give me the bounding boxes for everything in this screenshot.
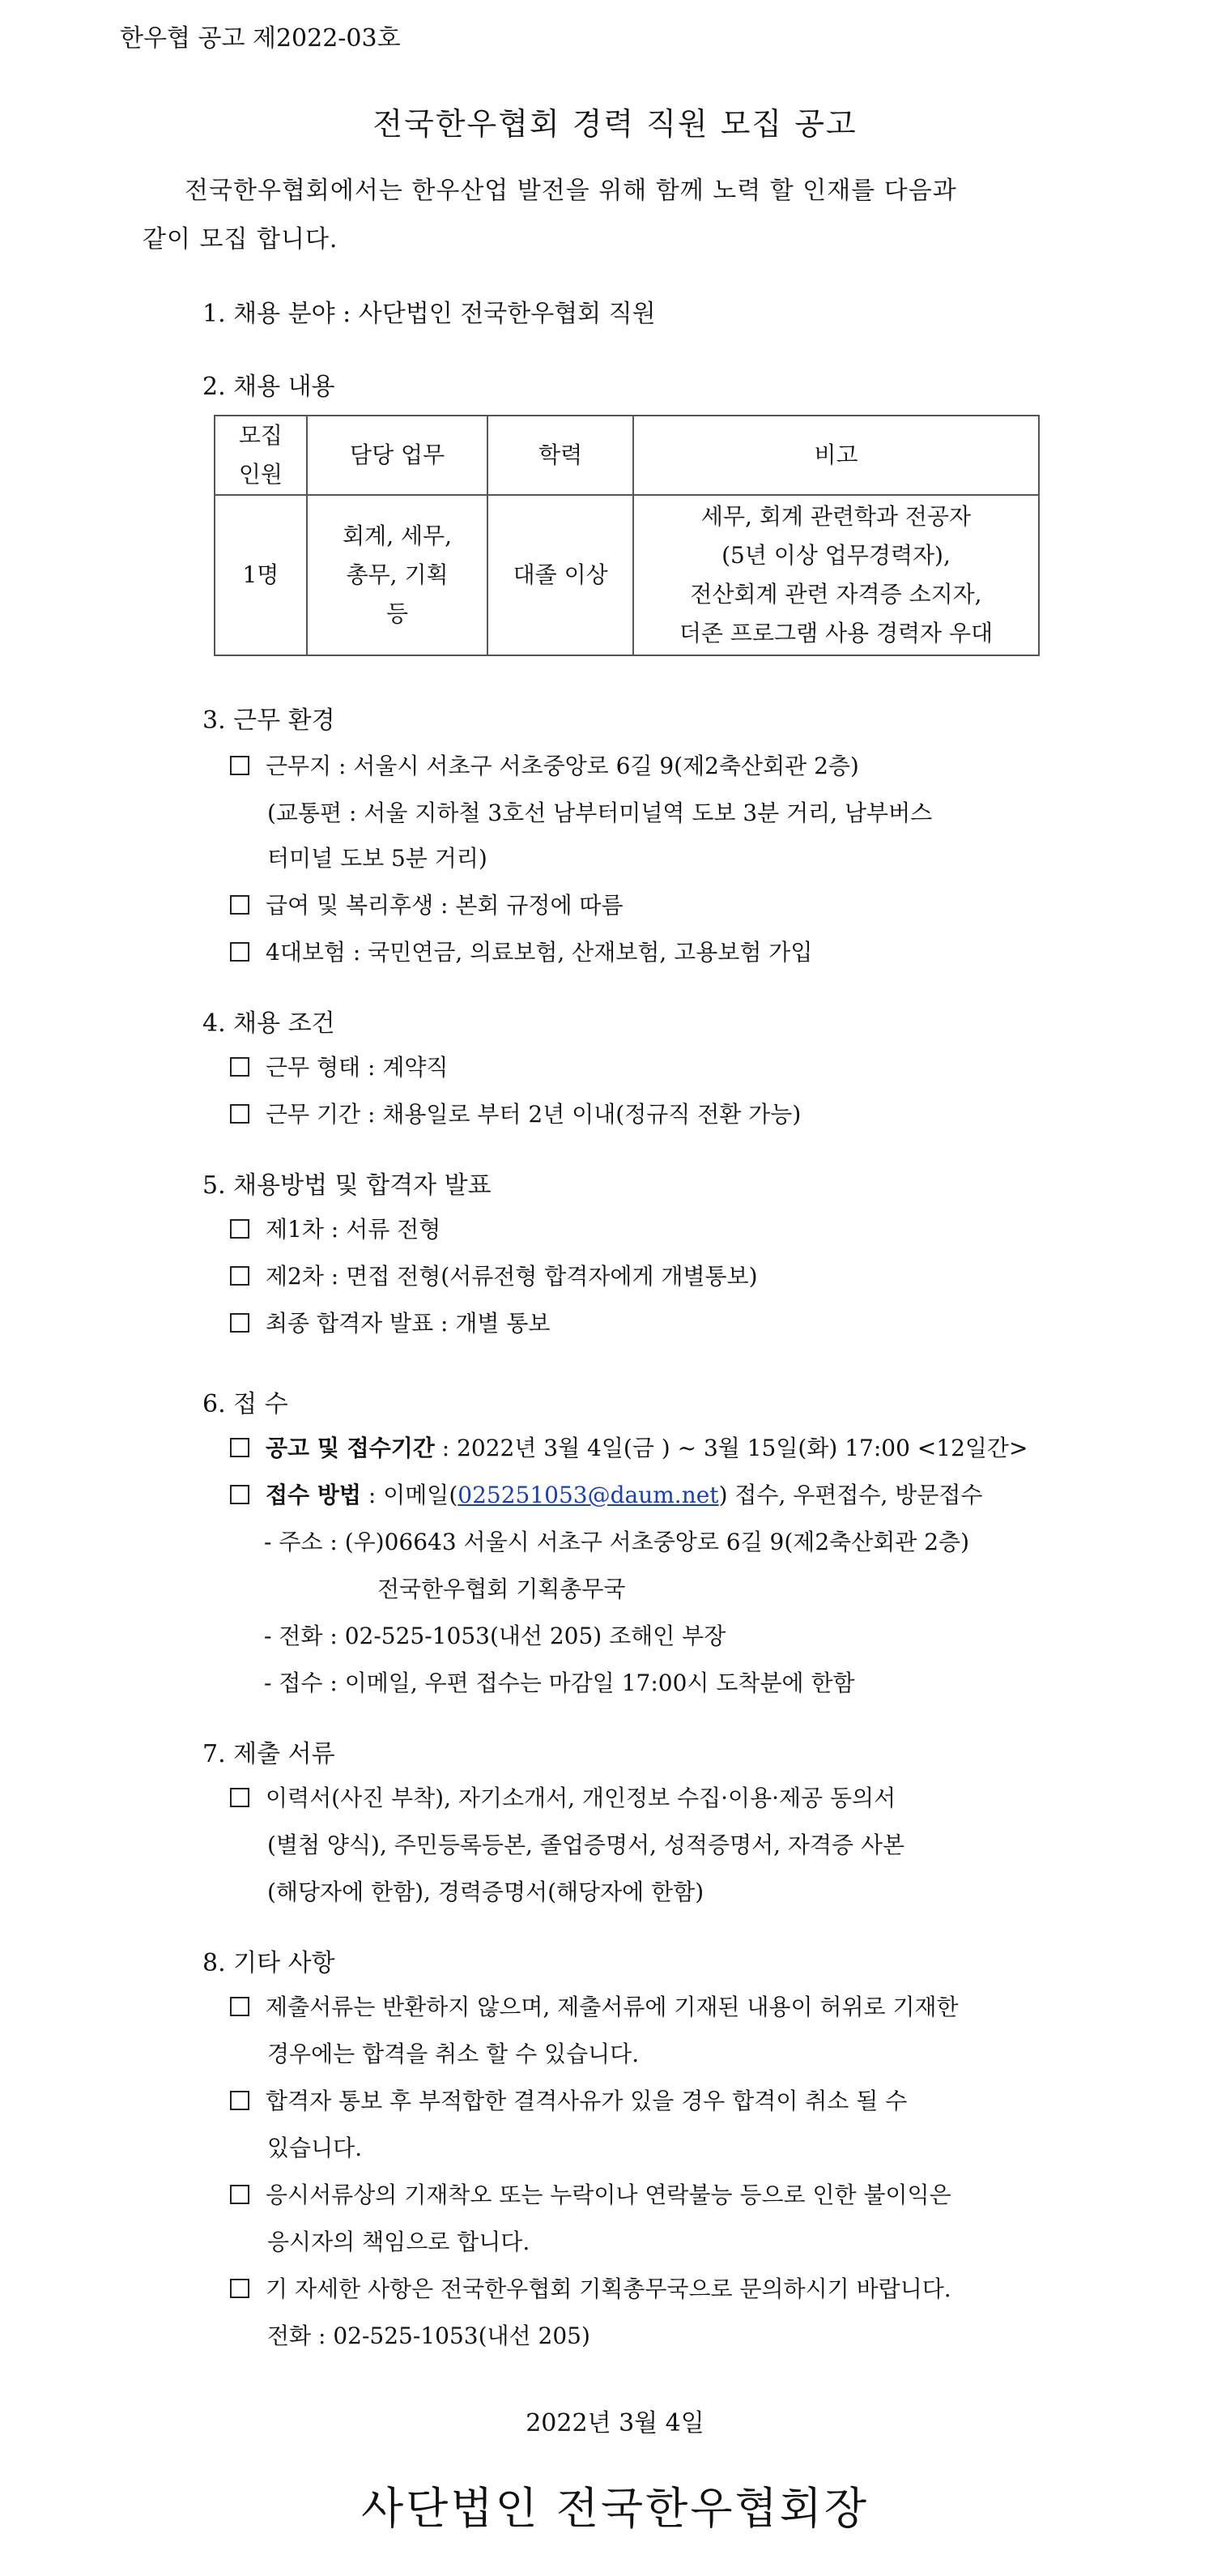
checkbox-icon — [230, 1313, 249, 1333]
issue-date: 2022년 3월 4일 — [526, 2409, 704, 2437]
list-item — [230, 1212, 441, 1244]
list-item — [230, 2177, 951, 2210]
page-title: 전국한우협회 경력 직원 모집 공고 — [372, 106, 858, 142]
step-1-text: 제1차 : 서류 전형 — [266, 1216, 441, 1243]
table-header-cell — [633, 416, 1039, 495]
email-link[interactable]: 025251053@daum.net — [458, 1482, 719, 1508]
cell-education: 대졸 이상 — [513, 561, 608, 588]
table-row — [215, 495, 1039, 655]
misc-3a: 응시서류상의 기재착오 또는 누락이나 연락불능 등으로 인한 불이익은 — [266, 2181, 951, 2208]
misc-2a: 합격자 통보 후 부적합한 결격사유가 있을 경우 합격이 취소 될 수 — [266, 2088, 908, 2114]
misc-1b: 경우에는 합격을 취소 할 수 있습니다. — [267, 2041, 640, 2067]
checkbox-icon — [230, 895, 249, 915]
checkbox-icon — [230, 1266, 249, 1286]
cell-note: 세무, 회계 관련학과 전공자 (5년 이상 업무경력자), 전산회계 관련 자격증 소지자, 더존 프로그램 사용 경력자 우대 — [679, 503, 994, 646]
cell-count: 1명 — [242, 561, 279, 588]
list-item — [230, 1097, 801, 1129]
list-item — [230, 1990, 959, 2022]
list-item — [230, 1050, 448, 1082]
header-duty: 담당 업무 — [350, 441, 445, 468]
final-announcement-text: 최종 합격자 발표 : 개별 통보 — [266, 1310, 551, 1337]
document-number: 한우협 공고 제2022-03호 — [120, 24, 401, 53]
table-cell — [633, 495, 1039, 655]
work-type-text: 근무 형태 : 계약직 — [266, 1054, 449, 1081]
salary-text: 급여 및 복리후생 : 본회 규정에 따름 — [266, 892, 624, 919]
table-header-cell — [215, 416, 307, 495]
section-7-heading: 7. 제출 서류 — [202, 1740, 335, 1768]
signature: 사단법인 전국한우협회장 — [361, 2483, 869, 2534]
transport-line-1: (교통편 : 서울 지하철 3호선 남부터미널역 도보 3분 거리, 남부버스 — [267, 800, 933, 826]
documents-line-2: (별첨 양식), 주민등록등본, 졸업증명서, 성적증명서, 자격증 사본 — [267, 1832, 905, 1858]
section-1-heading: 1. 채용 분야 : 사단법인 전국한우협회 직원 — [202, 300, 656, 328]
checkbox-icon — [230, 2185, 249, 2204]
list-item — [230, 1259, 758, 1291]
method-label: 접수 방법 — [266, 1482, 361, 1508]
misc-2b: 있습니다. — [267, 2135, 363, 2161]
address-line-2: 전국한우협회 기획총무국 — [377, 1576, 626, 1602]
section-6-heading: 6. 접 수 — [202, 1390, 288, 1418]
period-value: : 2022년 3월 4일(금 ) ~ 3월 15일(화) 17:00 <12일간> — [434, 1435, 1028, 1461]
header-education: 학력 — [538, 441, 583, 468]
section-8-heading: 8. 기타 사항 — [202, 1949, 335, 1977]
header-note: 비고 — [814, 441, 858, 468]
list-item — [230, 2271, 951, 2304]
work-period-text: 근무 기간 : 채용일로 부터 2년 이내(정규직 전환 가능) — [266, 1101, 802, 1128]
checkbox-icon — [230, 1104, 249, 1124]
intro-line-2: 같이 모집 합니다. — [143, 225, 338, 254]
table-header-cell — [487, 416, 633, 495]
list-item — [230, 888, 624, 920]
section-4-heading: 4. 채용 조건 — [202, 1009, 335, 1038]
list-item — [230, 935, 812, 967]
method-suffix: ) 접수, 우편접수, 방문접수 — [718, 1482, 983, 1508]
address-line-1: - 주소 : (우)06643 서울시 서초구 서초중앙로 6길 9(제2축산회관 2층) — [264, 1529, 970, 1555]
checkbox-icon — [230, 1057, 249, 1077]
list-item — [230, 2083, 907, 2116]
cell-duty: 회계, 세무, 총무, 기획 등 — [343, 522, 453, 627]
section-2-heading: 2. 채용 내용 — [202, 373, 335, 401]
list-item — [230, 1781, 896, 1813]
recruitment-table — [214, 415, 1040, 656]
transport-line-2: 터미널 도보 5분 거리) — [267, 845, 487, 872]
insurance-text: 4대보험 : 국민연금, 의료보험, 산재보험, 고용보험 가입 — [266, 939, 813, 966]
checkbox-icon — [230, 942, 249, 962]
phone-line: - 전화 : 02-525-1053(내선 205) 조해인 부장 — [264, 1623, 726, 1649]
period-label: 공고 및 접수기간 — [266, 1435, 435, 1461]
table-cell — [215, 495, 307, 655]
checkbox-icon — [230, 2279, 249, 2298]
list-item — [230, 1478, 982, 1510]
list-item — [230, 1431, 1028, 1463]
documents-line-3: (해당자에 한함), 경력증명서(해당자에 한함) — [267, 1879, 704, 1905]
section-5-heading: 5. 채용방법 및 합격자 발표 — [202, 1171, 492, 1200]
checkbox-icon — [230, 756, 249, 775]
receipt-note: - 접수 : 이메일, 우편 접수는 마감일 17:00시 도착분에 한함 — [264, 1670, 855, 1696]
table-cell — [307, 495, 488, 655]
checkbox-icon — [230, 2091, 249, 2110]
table-cell — [487, 495, 633, 655]
misc-3b: 응시자의 책임으로 합니다. — [267, 2228, 530, 2255]
checkbox-icon — [230, 1788, 249, 1807]
checkbox-icon — [230, 1485, 249, 1504]
checkbox-icon — [230, 1219, 249, 1239]
step-2-text: 제2차 : 면접 전형(서류전형 합격자에게 개별통보) — [266, 1263, 758, 1290]
section-3-heading: 3. 근무 환경 — [202, 706, 335, 735]
misc-1a: 제출서류는 반환하지 않으며, 제출서류에 기재된 내용이 허위로 기재한 — [266, 1994, 959, 2020]
checkbox-icon — [230, 1438, 249, 1457]
method-prefix: : 이메일( — [360, 1482, 458, 1508]
checkbox-icon — [230, 1997, 249, 2016]
list-item — [230, 1306, 550, 1338]
table-header-row — [215, 416, 1039, 495]
list-item — [230, 748, 859, 781]
location-text: 근무지 : 서울시 서초구 서초중앙로 6길 9(제2축산회관 2층) — [266, 753, 859, 779]
misc-4a: 기 자세한 사항은 전국한우협회 기획총무국으로 문의하시기 바랍니다. — [266, 2275, 951, 2302]
misc-4b: 전화 : 02-525-1053(내선 205) — [267, 2322, 590, 2349]
table-header-cell — [307, 416, 488, 495]
documents-line-1: 이력서(사진 부착), 자기소개서, 개인정보 수집·이용·제공 동의서 — [266, 1785, 896, 1811]
header-count: 모집 인원 — [238, 422, 283, 488]
intro-line-1: 전국한우협회에서는 한우산업 발전을 위해 함께 노력 할 인재를 다음과 — [185, 177, 957, 205]
